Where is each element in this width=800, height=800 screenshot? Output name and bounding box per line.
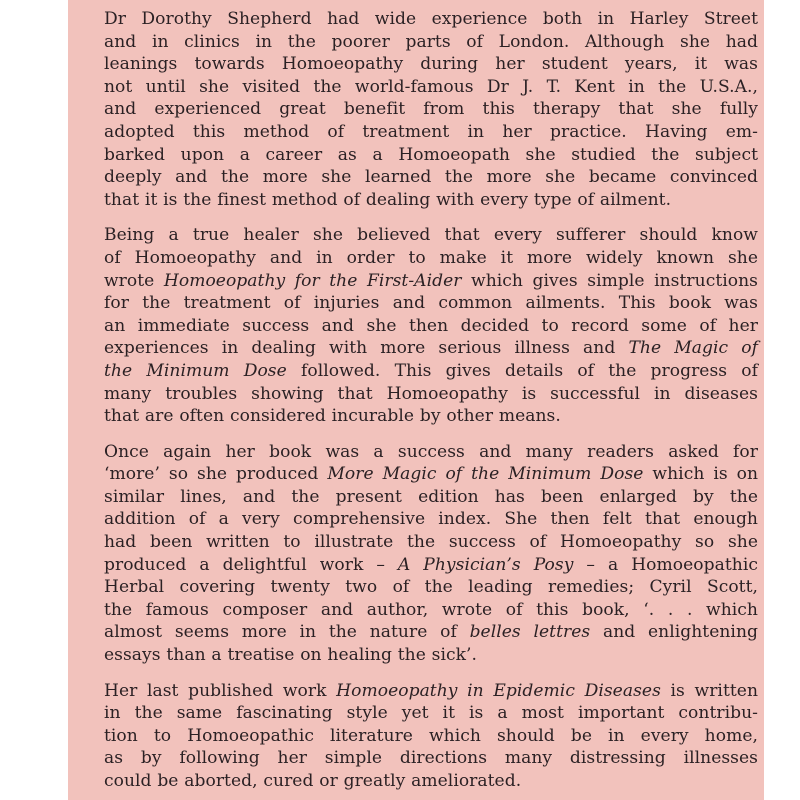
- text-line: [104, 76, 758, 99]
- text-segment: not until she visited the world-famous Dr J. T. Kent in the U.S.A.,: [104, 76, 758, 97]
- book-cover-back-page: [68, 0, 764, 800]
- text-line: [104, 441, 758, 464]
- book-title-italic: Homoeopathy for the First-Aider: [163, 270, 462, 291]
- text-line: [104, 292, 758, 315]
- text-segment: wrote: [104, 270, 164, 291]
- text-segment: as by following her simple directions many distressing illnesses: [104, 748, 758, 769]
- text-line: [104, 224, 758, 247]
- text-line: [104, 644, 758, 667]
- text-line: [104, 747, 758, 770]
- text-segment: Dr Dorothy Shepherd had wide experience both in Harley Street: [104, 9, 758, 29]
- text-segment: that are often considered incurable by other means.: [104, 406, 561, 427]
- text-line: [104, 725, 758, 748]
- book-title-italic: Homoeopathy in Epidemic Diseases: [336, 680, 661, 701]
- text-line: [104, 31, 758, 54]
- text-segment: Being a true healer she believed that every sufferer should know: [104, 225, 758, 246]
- text-segment: Her last published work: [104, 680, 337, 701]
- text-segment: and in clinics in the poorer parts of London. Although she had: [104, 31, 758, 52]
- text-line: [104, 554, 758, 577]
- text-segment: followed. This gives details of the progress of: [286, 360, 758, 381]
- text-segment: tion to Homoeopathic literature which should be in every home,: [104, 725, 758, 746]
- paragraph-4: [104, 680, 758, 793]
- text-segment: and enlightening: [590, 622, 758, 643]
- text-line: [104, 508, 758, 531]
- text-segment: addition of a very comprehensive index. She then felt that enough: [104, 509, 758, 530]
- text-line: [104, 144, 758, 167]
- text-segment: deeply and the more she learned the more she became convinced: [104, 167, 758, 188]
- paragraph-3: [104, 441, 758, 667]
- text-line: [104, 315, 758, 338]
- text-segment: adopted this method of treatment in her practice. Having em-: [104, 121, 758, 142]
- text-line: [104, 702, 758, 725]
- text-segment: of Homoeopathy and in order to make it more widely known she: [104, 247, 758, 268]
- text-segment: Once again her book was a success and many readers asked for: [104, 441, 758, 462]
- text-segment: essays than a treatise on healing the sick’.: [104, 645, 477, 666]
- text-segment: had been written to illustrate the success of Homoeopathy so she: [104, 532, 758, 553]
- book-title-italic: A Physician’s Posy: [397, 554, 574, 575]
- text-segment: an immediate success and she then decided to record some of her: [104, 315, 758, 336]
- text-line: [104, 247, 758, 270]
- text-segment: ‘more’ so she produced: [104, 464, 328, 485]
- text-line: [104, 405, 758, 428]
- text-line: [104, 337, 758, 360]
- text-line: [104, 360, 758, 383]
- text-segment: which gives simple instructions: [461, 270, 758, 291]
- text-line: [104, 189, 758, 212]
- blurb-text: [104, 8, 758, 793]
- text-line: [104, 576, 758, 599]
- text-segment: which is on: [643, 464, 759, 485]
- text-segment: – a Homoeopathic: [573, 554, 758, 575]
- text-line: [104, 383, 758, 406]
- text-segment: Herbal covering twenty two of the leading remedies; Cyril Scott,: [104, 577, 758, 598]
- text-line: [104, 621, 758, 644]
- text-line: [104, 270, 758, 293]
- text-segment: similar lines, and the present edition has been enlarged by the: [104, 486, 758, 507]
- text-line: [104, 121, 758, 144]
- book-title-italic: The Magic of: [628, 338, 758, 359]
- text-line: [104, 486, 758, 509]
- text-line: [104, 98, 758, 121]
- text-line: [104, 463, 758, 486]
- text-segment: leanings towards Homoeopathy during her student years, it was: [104, 54, 758, 75]
- text-line: [104, 8, 758, 31]
- text-segment: for the treatment of injuries and common ailments. This book was: [104, 293, 758, 314]
- text-line: [104, 770, 758, 793]
- book-title-italic: More Magic of the Minimum Dose: [327, 464, 644, 485]
- text-segment: and experienced great benefit from this therapy that she fully: [104, 99, 758, 120]
- text-line: [104, 599, 758, 622]
- paragraph-1: [104, 8, 758, 211]
- text-line: [104, 166, 758, 189]
- text-segment: produced a delightful work –: [104, 554, 398, 575]
- text-segment: in the same fascinating style yet it is a most important contribu-: [104, 703, 758, 724]
- text-segment: experiences in dealing with more serious illness and: [104, 338, 629, 359]
- text-line: [104, 531, 758, 554]
- text-segment: is written: [660, 680, 759, 701]
- text-segment: that it is the finest method of dealing with every type of ailment.: [104, 189, 672, 210]
- paragraph-2: [104, 224, 758, 427]
- text-segment: barked upon a career as a Homoeopath she studied the subject: [104, 144, 758, 165]
- text-segment: many troubles showing that Homoeopathy is successful in diseases: [104, 383, 758, 404]
- text-line: [104, 680, 758, 703]
- book-title-italic: the Minimum Dose: [104, 360, 287, 381]
- text-segment: could be aborted, cured or greatly ameliorated.: [104, 771, 522, 791]
- text-segment: the famous composer and author, wrote of this book, ‘. . . which: [104, 599, 758, 620]
- text-segment: almost seems more in the nature of: [104, 622, 470, 643]
- book-title-italic: belles lettres: [469, 622, 591, 643]
- text-line: [104, 53, 758, 76]
